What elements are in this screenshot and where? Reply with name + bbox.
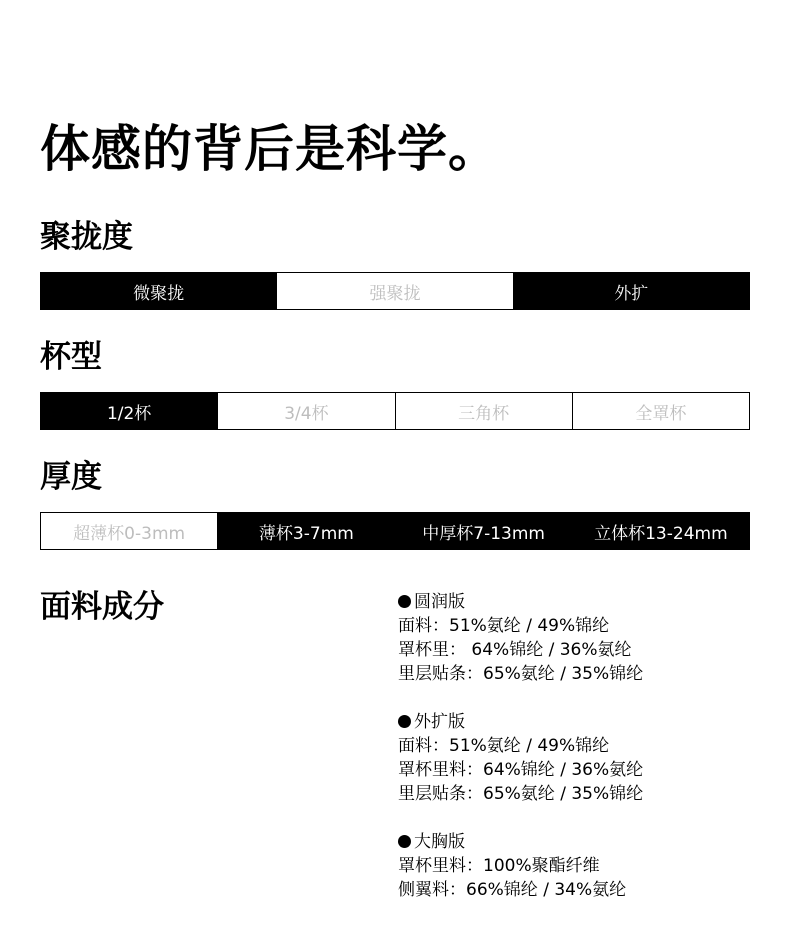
cup-option-three-quarter[interactable]: 3/4杯 bbox=[218, 392, 395, 430]
fabric-composition bbox=[398, 590, 643, 926]
cup-selector bbox=[40, 392, 750, 430]
gather-title: 聚拢度 bbox=[40, 219, 133, 255]
gather-option-micro[interactable]: 微聚拢 bbox=[40, 272, 277, 310]
fabric-group-large bbox=[398, 830, 643, 902]
gather-option-strong[interactable]: 强聚拢 bbox=[277, 272, 513, 310]
cup-title: 杯型 bbox=[40, 339, 102, 375]
gather-selector bbox=[40, 272, 750, 310]
headline: 体感的背后是科学。 bbox=[40, 120, 499, 178]
fabric-group-name: 大胸版 bbox=[414, 832, 465, 852]
thickness-option-ultrathin[interactable]: 超薄杯0-3mm bbox=[40, 512, 218, 550]
thickness-title: 厚度 bbox=[40, 459, 102, 495]
fabric-line: 罩杯里料：64%锦纶 / 36%氨纶 bbox=[398, 760, 644, 780]
fabric-line: 里层贴条：65%氨纶 / 35%锦纶 bbox=[398, 664, 644, 684]
bullet-icon bbox=[398, 835, 411, 848]
fabric-group-name: 外扩版 bbox=[414, 712, 465, 732]
bullet-icon bbox=[398, 595, 411, 608]
fabric-group-round bbox=[398, 590, 643, 686]
cup-option-full[interactable]: 全罩杯 bbox=[573, 392, 750, 430]
thickness-option-thin[interactable]: 薄杯3-7mm bbox=[218, 512, 395, 550]
fabric-line: 里层贴条：65%氨纶 / 35%锦纶 bbox=[398, 784, 644, 804]
thickness-selector bbox=[40, 512, 750, 550]
cup-option-triangle[interactable]: 三角杯 bbox=[396, 392, 573, 430]
fabric-group-heading bbox=[398, 830, 643, 854]
fabric-line: 面料：51%氨纶 / 49%锦纶 bbox=[398, 616, 610, 636]
bullet-icon bbox=[398, 715, 411, 728]
fabric-group-heading bbox=[398, 710, 643, 734]
fabric-title: 面料成分 bbox=[40, 589, 164, 625]
gather-option-outward[interactable]: 外扩 bbox=[514, 272, 750, 310]
thickness-option-medium[interactable]: 中厚杯7-13mm bbox=[396, 512, 573, 550]
fabric-group-heading bbox=[398, 590, 643, 614]
fabric-line: 罩杯里： 64%锦纶 / 36%氨纶 bbox=[398, 640, 632, 660]
fabric-line: 面料：51%氨纶 / 49%锦纶 bbox=[398, 736, 610, 756]
thickness-option-3d[interactable]: 立体杯13-24mm bbox=[573, 512, 750, 550]
fabric-group-outward bbox=[398, 710, 643, 806]
cup-option-half[interactable]: 1/2杯 bbox=[40, 392, 218, 430]
fabric-line: 罩杯里料：100%聚酯纤维 bbox=[398, 856, 600, 876]
fabric-group-name: 圆润版 bbox=[414, 592, 465, 612]
fabric-line: 侧翼料：66%锦纶 / 34%氨纶 bbox=[398, 880, 627, 900]
